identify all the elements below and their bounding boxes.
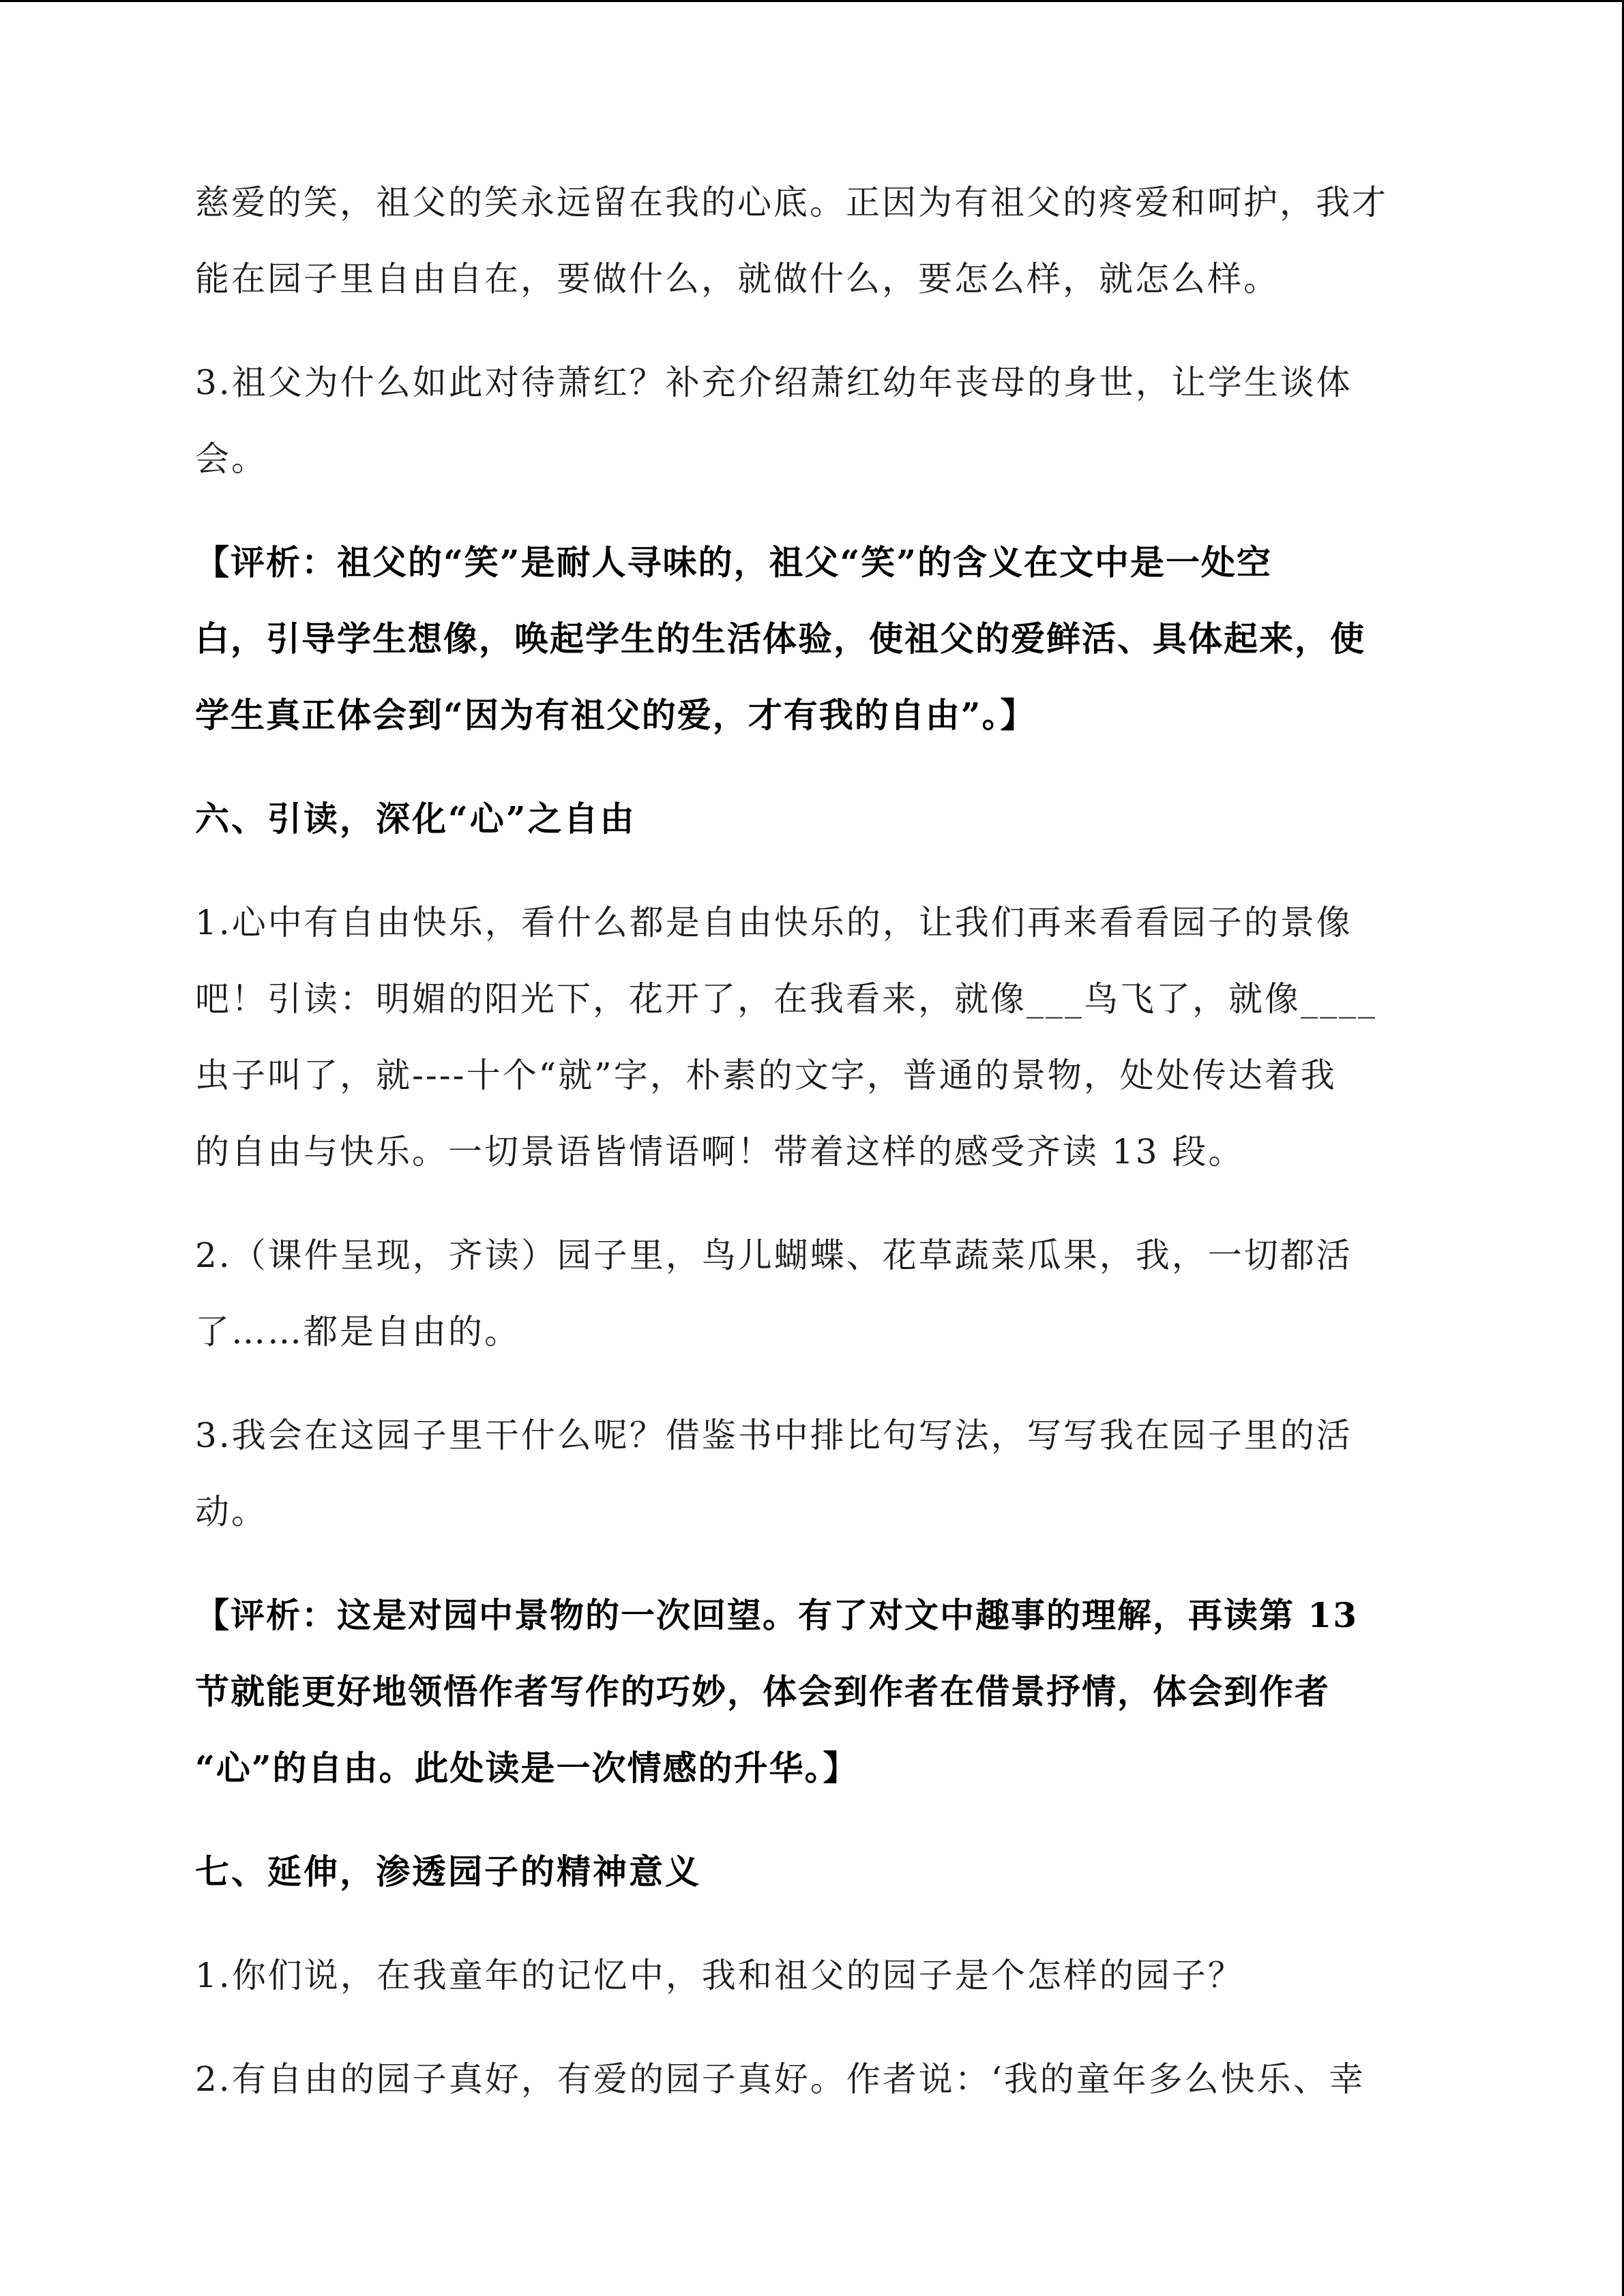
text-line: 2.有自由的园子真好，有爱的园子真好。作者说：‘我的童年多么快乐、幸 [195, 2059, 1365, 2099]
body-paragraph [195, 344, 1464, 497]
text-line: 【评析：这是对园中景物的一次回望。有了对文中趣事的理解，再读第 13 [195, 1595, 1358, 1635]
text-line: 学生真正体会到“因为有祖父的爱，才有我的自由”。】 [195, 695, 1036, 735]
text-line: 的自由与快乐。一切景语皆情语啊！带着这样的感受齐读 13 段。 [195, 1132, 1245, 1172]
text-line: 六、引读，深化“心”之自由 [195, 799, 636, 839]
body-paragraph [195, 2041, 1464, 2117]
text-line: 会。 [195, 439, 267, 479]
text-line: 了……都是自由的。 [195, 1312, 520, 1352]
body-paragraph [195, 1217, 1464, 1370]
section-heading [195, 1834, 1464, 1910]
text-line: 慈爱的笑，祖父的笑永远留在我的心底。正因为有祖父的疼爱和呵护，我才 [195, 183, 1388, 222]
body-paragraph [195, 164, 1464, 317]
body-paragraph [195, 1397, 1464, 1550]
body-paragraph [195, 884, 1464, 1190]
document-body [195, 164, 1464, 2145]
text-line: 虫子叫了，就----十个“就”字，朴素的文字，普通的景物，处处传达着我 [195, 1056, 1337, 1095]
body-paragraph [195, 1937, 1464, 2014]
text-line: 2.（课件呈现，齐读）园子里，鸟儿蝴蝶、花草蔬菜瓜果，我，一切都活 [195, 1236, 1353, 1275]
commentary-paragraph [195, 1577, 1464, 1806]
text-line: 3.祖父为什么如此对待萧红？补充介绍萧红幼年丧母的身世，让学生谈体 [195, 363, 1353, 402]
text-line: 白，引导学生想像，唤起学生的生活体验，使祖父的爱鲜活、具体起来，使 [195, 618, 1365, 659]
text-line: 吧！引读：明媚的阳光下，花开了，在我看来，就像___鸟飞了，就像____ [195, 979, 1377, 1019]
text-line: 1.心中有自由快乐，看什么都是自由快乐的，让我们再来看看园子的景像 [195, 903, 1353, 942]
text-line: 1.你们说，在我童年的记忆中，我和祖父的园子是个怎样的园子？ [195, 1956, 1244, 1995]
text-line: 节就能更好地领悟作者写作的巧妙，体会到作者在借景抒情，体会到作者 [195, 1671, 1330, 1712]
commentary-paragraph [195, 524, 1464, 754]
section-heading [195, 781, 1464, 857]
text-line: 动。 [195, 1492, 267, 1532]
text-line: 七、延伸，渗透园子的精神意义 [195, 1851, 701, 1892]
text-line: 能在园子里自由自在，要做什么，就做什么，要怎么样，就怎么样。 [195, 259, 1280, 299]
text-line: 3.我会在这园子里干什么呢？借鉴书中排比句写法，写写我在园子里的活 [195, 1416, 1353, 1455]
text-line: 【评析：祖父的“笑”是耐人寻味的，祖父“笑”的含义在文中是一处空 [195, 542, 1273, 582]
text-line: “心”的自由。此处读是一次情感的升华。】 [195, 1748, 859, 1788]
